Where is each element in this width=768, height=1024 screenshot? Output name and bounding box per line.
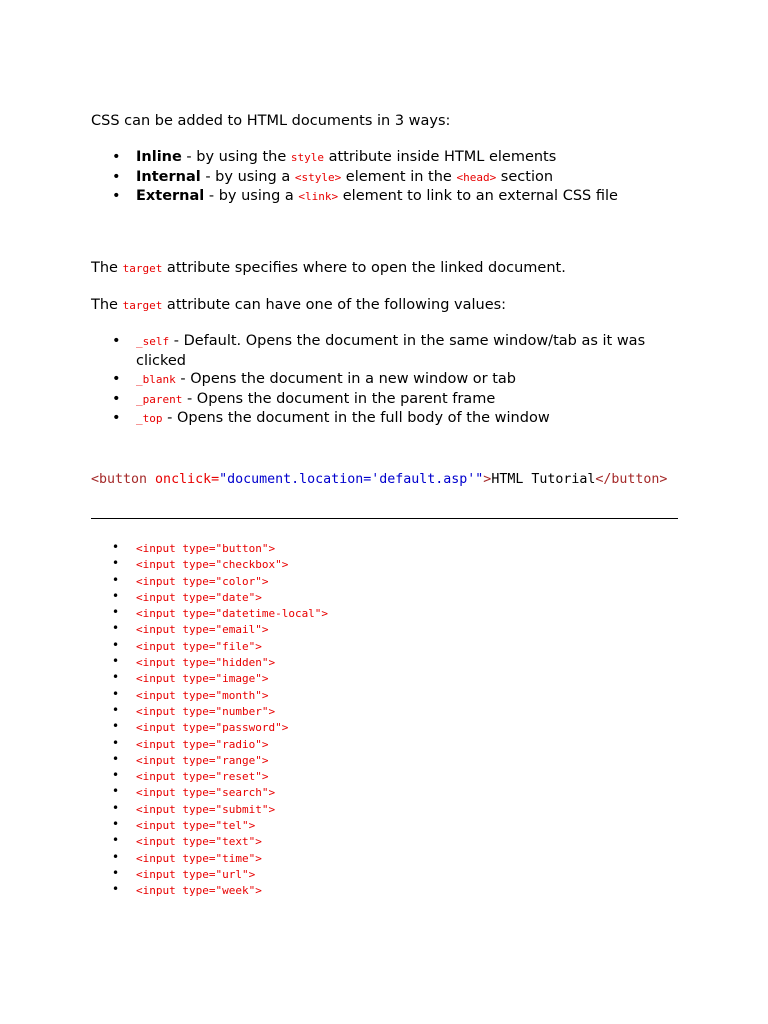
list-item: • <input type="text"> bbox=[112, 833, 262, 849]
list-item-blank: • _blank - Opens the document in a new window or tab bbox=[112, 371, 517, 387]
bullet-icon: • bbox=[112, 670, 120, 685]
term: External bbox=[136, 188, 205, 204]
bullet-icon: • bbox=[112, 817, 120, 832]
code-snippet: <style> bbox=[294, 170, 342, 184]
horizontal-divider bbox=[91, 518, 678, 519]
list-item: • <input type="time"> bbox=[112, 849, 262, 865]
bullet-icon: • bbox=[112, 719, 120, 734]
list-item: • <input type="radio"> bbox=[112, 735, 269, 751]
list-item: • <input type="file"> bbox=[112, 637, 262, 653]
list-item: • <input type="submit"> bbox=[112, 800, 276, 816]
list-item: • <input type="checkbox"> bbox=[112, 556, 289, 572]
list-item: • <input type="button"> bbox=[112, 540, 276, 555]
input-types-list bbox=[91, 539, 328, 898]
list-item-inline: • Inline - by using the style attribute inside HTML elements bbox=[112, 149, 557, 165]
list-item: • <input type="reset"> bbox=[112, 768, 269, 784]
bullet-icon: • bbox=[112, 390, 121, 407]
bullet-icon: • bbox=[112, 572, 120, 587]
code-snippet: _self bbox=[136, 335, 170, 348]
list-item-internal: • Internal - by using a <style> element in the <head> section bbox=[112, 168, 554, 185]
bullet-icon: • bbox=[112, 882, 120, 897]
code-snippet: _blank bbox=[136, 373, 176, 386]
list-item: • <input type="hidden"> bbox=[112, 654, 276, 670]
bullet-icon: • bbox=[112, 686, 120, 701]
list-item-self: • _self - Default. Opens the document in the same window/tab as it was clicked bbox=[112, 333, 646, 369]
list-item: • <input type="month"> bbox=[112, 686, 269, 702]
list-item: • <input type="datetime-local"> bbox=[112, 605, 329, 621]
bullet-icon: • bbox=[112, 751, 120, 766]
bullet-icon: • bbox=[112, 556, 120, 571]
list-item: • <input type="date"> bbox=[112, 588, 262, 604]
bullet-icon: • bbox=[112, 833, 120, 848]
bullet-icon: • bbox=[112, 849, 120, 864]
list-item-top: • _top - Opens the document in the full body of the window bbox=[112, 410, 550, 426]
bullet-icon: • bbox=[112, 605, 120, 620]
code-snippet: _parent bbox=[136, 392, 183, 406]
bullet-icon: • bbox=[112, 540, 120, 554]
list-item-external: • External - by using a <link> element to link to an external CSS file bbox=[112, 188, 618, 204]
list-item: • <input type="search"> bbox=[112, 784, 276, 800]
bullet-icon: • bbox=[112, 149, 121, 165]
bullet-icon: • bbox=[112, 588, 120, 603]
code-snippet: target bbox=[122, 299, 163, 312]
list-item: • <input type="week"> bbox=[112, 882, 262, 898]
target-values-list bbox=[91, 332, 681, 429]
bullet-icon: • bbox=[112, 735, 120, 750]
bullet-icon: • bbox=[112, 333, 121, 349]
bullet-icon: • bbox=[112, 410, 121, 426]
list-item: • <input type="password"> bbox=[112, 719, 289, 735]
bullet-icon: • bbox=[112, 371, 121, 387]
code-snippet: _top bbox=[136, 412, 163, 425]
list-item: • <input type="image"> bbox=[112, 670, 269, 686]
bullet-icon: • bbox=[112, 784, 120, 799]
list-item: • <input type="range"> bbox=[112, 751, 269, 767]
bullet-icon: • bbox=[112, 188, 121, 204]
bullet-icon: • bbox=[112, 702, 120, 717]
button-code-example: <button onclick="document.location='default.asp'">HTML Tutorial</button> bbox=[91, 472, 668, 487]
list-item: • <input type="number"> bbox=[112, 702, 276, 718]
bullet-icon: • bbox=[112, 654, 120, 669]
css-ways-list bbox=[91, 148, 618, 207]
code-snippet: style bbox=[290, 151, 324, 164]
code-snippet: target bbox=[122, 262, 163, 275]
code-snippet: <link> bbox=[298, 190, 339, 203]
term: Internal bbox=[136, 168, 201, 185]
bullet-icon: • bbox=[112, 168, 121, 185]
bullet-icon: • bbox=[112, 768, 120, 783]
bullet-icon: • bbox=[112, 800, 120, 815]
list-item: • <input type="email"> bbox=[112, 621, 269, 637]
bullet-icon: • bbox=[112, 637, 120, 652]
bullet-icon: • bbox=[112, 621, 120, 636]
target-values-intro: The target attribute can have one of the following values: bbox=[91, 297, 507, 313]
code-snippet: <head> bbox=[456, 170, 497, 184]
term: Inline bbox=[136, 149, 182, 165]
list-item: • <input type="tel"> bbox=[112, 817, 256, 833]
bullet-icon: • bbox=[112, 865, 120, 880]
list-item-parent: • _parent - Opens the document in the parent frame bbox=[112, 390, 496, 407]
target-description: The target attribute specifies where to open the linked document. bbox=[91, 260, 566, 276]
list-item: • <input type="color"> bbox=[112, 572, 269, 588]
list-item: • <input type="url"> bbox=[112, 865, 256, 881]
css-intro: CSS can be added to HTML documents in 3 ways: bbox=[91, 113, 451, 129]
